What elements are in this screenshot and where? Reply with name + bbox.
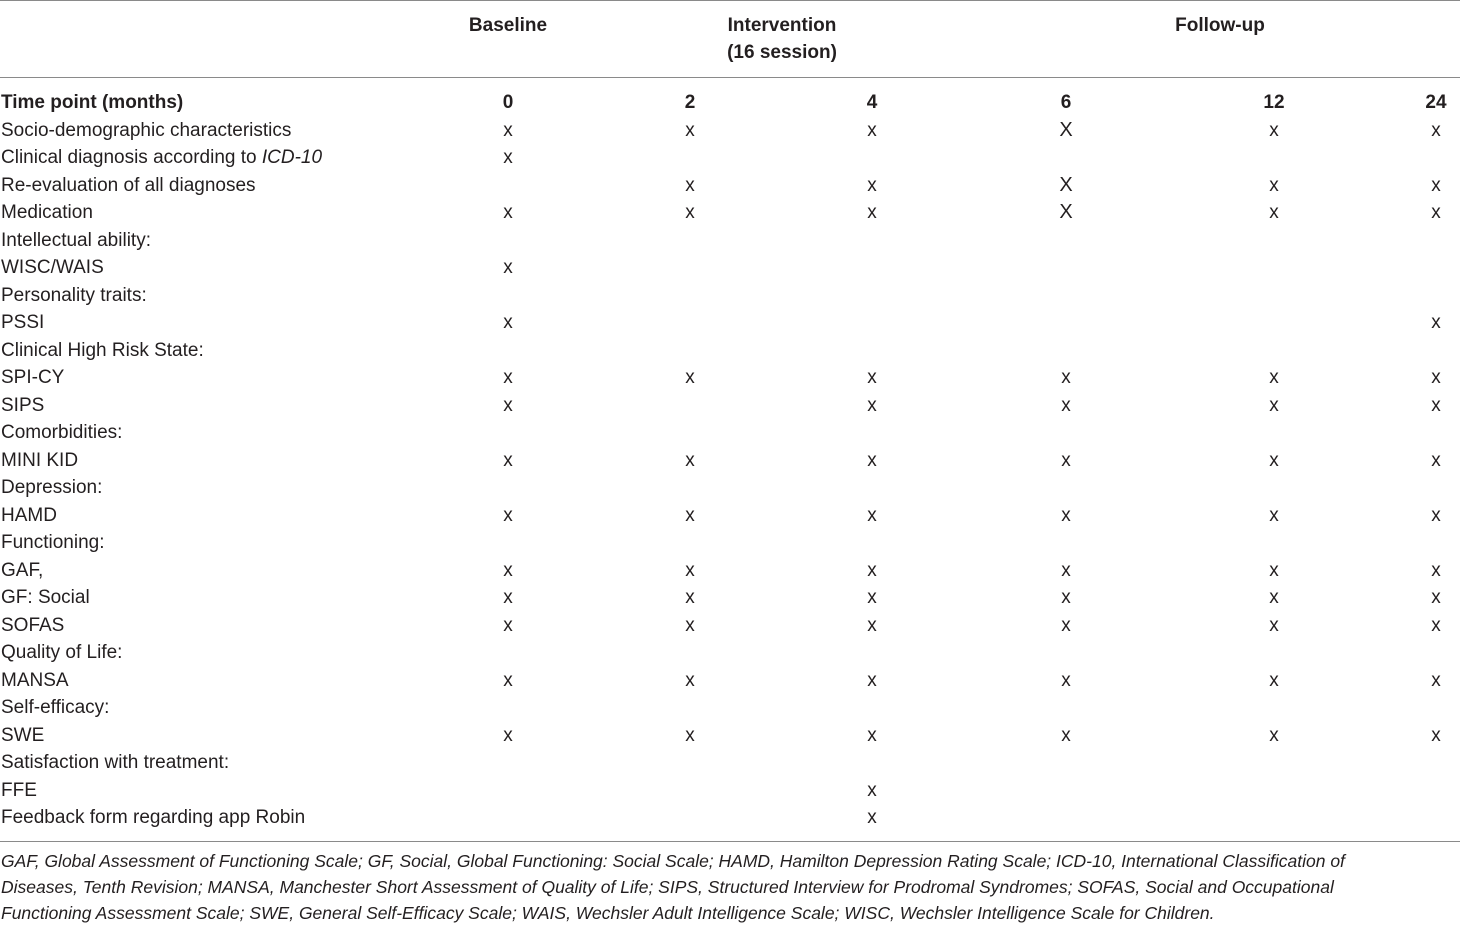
cell-month-24: x <box>1431 312 1441 333</box>
cell-baseline-0: x <box>503 669 513 691</box>
cell-month-12: x <box>1269 669 1279 691</box>
cell-baseline-0: x <box>503 202 513 223</box>
cell-month-2: 2 <box>684 92 696 113</box>
row-label <box>1 557 43 585</box>
cell-baseline-0: x <box>503 257 513 278</box>
cell-month-2: x <box>685 587 695 608</box>
row-label-text: WISC/WAIS <box>1 257 104 278</box>
row-label <box>1 502 57 530</box>
row-label-text: Functioning: <box>1 532 105 553</box>
table-row <box>0 309 1460 337</box>
row-label-text: SPI-CY <box>1 367 65 388</box>
cell-month-12: x <box>1269 119 1279 141</box>
cell-month-4: x <box>867 174 877 196</box>
header-rule <box>0 77 1460 78</box>
cell-month-12: x <box>1269 559 1279 581</box>
table-row <box>0 447 1460 475</box>
cell-baseline-0: x <box>503 449 513 471</box>
row-label <box>1 89 183 117</box>
cell-baseline-0: 0 <box>502 92 514 113</box>
cell-month-4: 4 <box>866 92 878 113</box>
table-row <box>0 804 1460 832</box>
header-baseline: Baseline <box>468 15 548 36</box>
row-label <box>1 667 69 695</box>
cell-month-24: x <box>1431 394 1441 416</box>
row-label-text: Clinical High Risk State: <box>1 339 204 361</box>
table-row <box>0 557 1460 585</box>
row-label-text: Depression: <box>1 477 103 498</box>
row-label <box>1 254 104 282</box>
table-row <box>0 392 1460 420</box>
cell-month-24: x <box>1431 119 1441 141</box>
row-label <box>1 694 109 722</box>
cell-month-6: X <box>1059 173 1073 196</box>
row-label <box>1 639 122 667</box>
row-label <box>1 612 64 640</box>
cell-month-12: x <box>1269 504 1279 526</box>
table-footnote: GAF, Global Assessment of Functioning Scale; GF, Social, Global Functioning: Social Scale; HAMD, Hamilton Depression Rating Scale; ICD-10, International Classification of Diseases, Tenth Revision; MANSA, Manchester Short Assessment of Quality of Life; SIPS, Structured Interview for Prodromal Syndromes; SOFAS, Social and Occupational Functioning Assessment Scale; SWE, General Self-Efficacy Scale; WAIS, Wechsler Adult Intelligence Scale; WISC, Wechsler Intelligence Scale for Children. <box>1 851 1345 923</box>
table-row <box>0 254 1460 282</box>
table-row <box>0 282 1460 310</box>
cell-month-2: x <box>685 724 695 746</box>
cell-month-12: x <box>1269 394 1279 416</box>
table-row <box>0 419 1460 447</box>
row-label-text: PSSI <box>1 312 45 333</box>
row-label-text: Socio-demographic characteristics <box>1 119 292 141</box>
cell-month-12: x <box>1269 724 1279 746</box>
cell-month-4: x <box>867 449 877 471</box>
cell-month-24: x <box>1431 367 1441 388</box>
cell-month-12: x <box>1269 202 1279 223</box>
header-intervention <box>640 12 924 66</box>
cell-baseline-0: x <box>503 147 513 168</box>
cell-month-24: x <box>1431 559 1441 581</box>
cell-month-4: x <box>867 807 877 828</box>
row-label <box>1 172 256 200</box>
table-row <box>0 117 1460 145</box>
cell-month-2: x <box>685 559 695 581</box>
row-label-text: GAF, <box>1 559 44 581</box>
top-rule <box>0 0 1460 1</box>
table-row <box>0 639 1460 667</box>
row-label-text: Clinical diagnosis according to <box>1 147 262 168</box>
cell-baseline-0: x <box>503 367 513 388</box>
cell-month-6: x <box>1061 614 1071 636</box>
cell-month-2: x <box>685 669 695 691</box>
cell-month-4: x <box>867 119 877 141</box>
cell-month-2: x <box>685 367 695 388</box>
row-label <box>1 309 44 337</box>
cell-baseline-0: x <box>503 724 513 746</box>
cell-baseline-0: x <box>503 312 513 333</box>
row-label-text: Intellectual ability: <box>1 229 151 251</box>
row-label-text: Comorbidities: <box>1 422 123 443</box>
cell-month-2: x <box>685 449 695 471</box>
cell-baseline-0: x <box>503 119 513 141</box>
cell-month-24: x <box>1431 504 1441 526</box>
row-label-text: Self-efficacy: <box>1 697 110 718</box>
cell-baseline-0: x <box>503 504 513 526</box>
row-label-text: MANSA <box>1 669 69 691</box>
cell-month-4: x <box>867 559 877 581</box>
row-label-text: HAMD <box>1 504 57 526</box>
cell-month-4: x <box>867 367 877 388</box>
row-label <box>1 282 147 310</box>
table-row <box>0 144 1460 172</box>
row-label <box>1 447 78 475</box>
cell-month-24: x <box>1431 669 1441 691</box>
header-intervention-line2: (16 session) <box>727 42 837 63</box>
cell-month-2: x <box>685 504 695 526</box>
row-label-text: SOFAS <box>1 614 65 636</box>
row-label-text: SWE <box>1 724 45 746</box>
row-label <box>1 777 37 805</box>
row-label <box>1 144 322 172</box>
row-label-text: MINI KID <box>1 449 79 471</box>
table-row <box>0 584 1460 612</box>
table-row <box>0 502 1460 530</box>
cell-month-4: x <box>867 724 877 746</box>
cell-month-6: x <box>1061 504 1071 526</box>
row-label-text: Feedback form regarding app Robin <box>1 807 306 828</box>
table-row <box>0 612 1460 640</box>
cell-baseline-0: x <box>503 559 513 581</box>
cell-month-2: x <box>685 614 695 636</box>
row-label <box>1 474 102 502</box>
row-label <box>1 584 90 612</box>
row-label-text: Medication <box>1 202 93 223</box>
row-label <box>1 529 105 557</box>
cell-baseline-0: x <box>503 587 513 608</box>
table-row <box>0 667 1460 695</box>
table-row <box>0 777 1460 805</box>
cell-month-6: X <box>1059 118 1073 141</box>
header-followup: Follow-up <box>1175 15 1265 36</box>
table-row <box>0 722 1460 750</box>
table-row <box>0 172 1460 200</box>
row-label <box>1 199 93 227</box>
cell-baseline-0: x <box>503 614 513 636</box>
row-label-text: Quality of Life: <box>1 642 123 663</box>
cell-month-24: x <box>1431 174 1441 196</box>
cell-month-2: x <box>685 202 695 223</box>
row-label <box>1 337 204 365</box>
row-label <box>1 419 122 447</box>
cell-month-6: x <box>1061 394 1071 416</box>
cell-month-4: x <box>867 587 877 608</box>
cell-month-2: x <box>685 119 695 141</box>
cell-month-4: x <box>867 202 877 223</box>
cell-month-6: x <box>1061 669 1071 691</box>
row-label <box>1 749 229 777</box>
cell-month-6: X <box>1059 201 1073 223</box>
bottom-rule <box>0 841 1460 842</box>
cell-month-24: x <box>1431 449 1441 471</box>
cell-month-6: x <box>1061 587 1071 608</box>
cell-month-4: x <box>867 614 877 636</box>
cell-month-12: x <box>1269 614 1279 636</box>
cell-month-6: x <box>1061 449 1071 471</box>
cell-month-6: x <box>1061 367 1071 388</box>
table-row <box>0 364 1460 392</box>
cell-month-4: x <box>867 394 877 416</box>
cell-month-24: x <box>1431 587 1441 608</box>
cell-month-4: x <box>867 669 877 691</box>
table-row <box>0 694 1460 722</box>
table-row <box>0 474 1460 502</box>
cell-month-12: x <box>1269 587 1279 608</box>
row-label-emphasis: ICD-10 <box>261 147 323 168</box>
row-label-text: Satisfaction with treatment: <box>1 752 230 773</box>
header-intervention-line1: Intervention <box>727 15 837 36</box>
cell-month-6: x <box>1061 559 1071 581</box>
cell-month-4: x <box>867 779 877 801</box>
cell-month-6: x <box>1061 724 1071 746</box>
table-row <box>0 529 1460 557</box>
cell-month-24: x <box>1431 202 1441 223</box>
row-label <box>1 722 44 750</box>
row-label-text: Re-evaluation of all diagnoses <box>1 174 256 196</box>
row-label <box>1 227 151 255</box>
cell-month-24: 24 <box>1425 92 1447 113</box>
cell-month-12: 12 <box>1263 92 1285 113</box>
cell-month-12: x <box>1269 174 1279 196</box>
table-row <box>0 227 1460 255</box>
cell-baseline-0: x <box>503 394 513 416</box>
row-label-text: GF: Social <box>1 587 90 608</box>
cell-month-12: x <box>1269 449 1279 471</box>
row-label-text: SIPS <box>1 394 45 416</box>
row-label-text: Personality traits: <box>1 284 147 306</box>
table-row <box>0 749 1460 777</box>
cell-month-4: x <box>867 504 877 526</box>
cell-month-6: 6 <box>1060 92 1072 113</box>
row-label <box>1 392 44 420</box>
row-label-text: FFE <box>1 779 37 801</box>
row-label <box>1 117 291 145</box>
cell-month-12: x <box>1269 367 1279 388</box>
row-label <box>1 364 64 392</box>
cell-month-24: x <box>1431 724 1441 746</box>
time-point-row <box>0 89 1460 117</box>
cell-month-2: x <box>685 174 695 196</box>
row-label <box>1 804 305 832</box>
row-label-text: Time point (months) <box>1 92 184 113</box>
cell-month-24: x <box>1431 614 1441 636</box>
table-row <box>0 199 1460 227</box>
table-row <box>0 337 1460 365</box>
